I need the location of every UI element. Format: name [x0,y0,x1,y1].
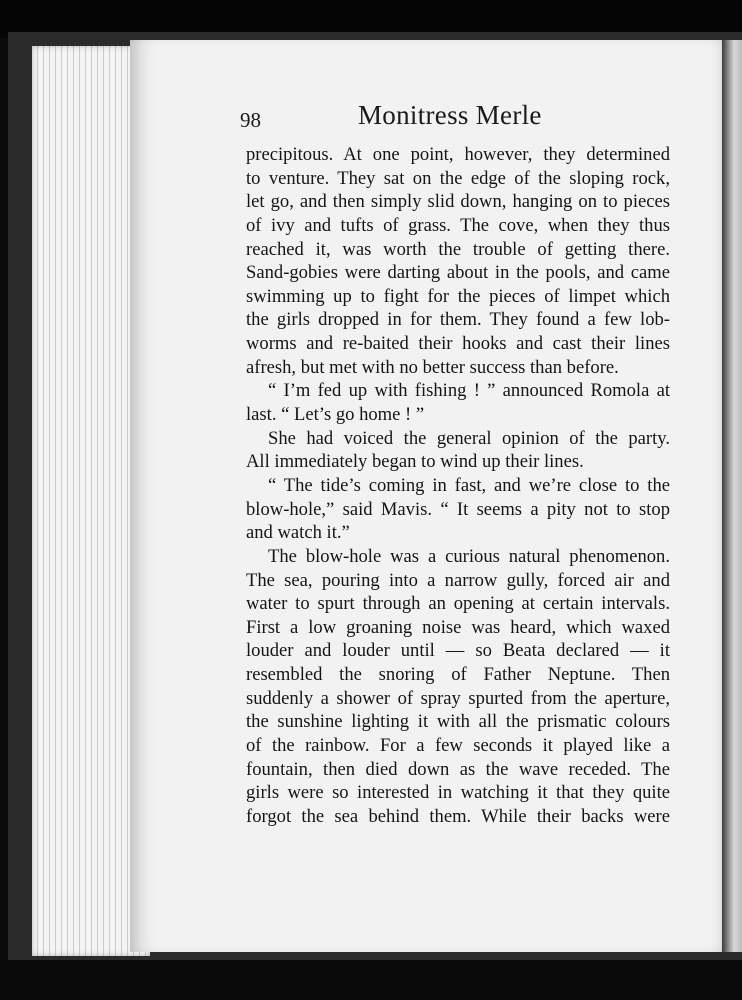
text-line: to venture. They sat on the edge of the sloping rock, [246,167,670,189]
text-line: precipitous. At one point, however, they determined [246,144,670,165]
text-line: The blow-hole was a curious natural phenomenon. [268,545,670,567]
text-line: of ivy and tufts of grass. The cove, when they thus [246,214,670,236]
text-line: of the rainbow. For a few seconds it played like a [246,735,670,757]
text-line: fountain, then died down as the wave receded. The [246,758,670,780]
text-line: and watch it.” [246,522,350,544]
text-line: forgot the sea behind them. While their backs were [246,805,670,827]
page-header [240,100,670,140]
text-line: reached it, was worth the trouble of getting there. [246,238,670,260]
text-line: The sea, pouring into a narrow gully, forced air and [246,569,670,591]
body-text [246,143,670,829]
text-line: afresh, but met with no better success than before. [246,356,619,378]
text-line: swimming up to fight for the pieces of limpet which [246,285,670,307]
next-page-edge [722,40,742,952]
running-title: Monitress Merle [358,100,542,130]
text-line: Sand-gobies were darting about in the pools, and came [246,262,670,284]
text-line: the girls dropped in for them. They found a few lob- [246,309,670,331]
text-line: resembled the snoring of Father Neptune. Then [246,664,670,686]
text-line: girls were so interested in watching it that they quite [246,782,670,804]
text-line: suddenly a shower of spray spurted from the aperture, [246,687,670,709]
page-number: 98 [240,108,261,132]
text-line: First a low groaning noise was heard, which waxed [246,616,670,638]
text-line: water to spurt through an opening at certain intervals. [246,593,670,615]
text-line: blow-hole,” said Mavis. “ It seems a pity not to stop [246,498,670,520]
text-line: “ I’m fed up with fishing ! ” announced Romola at [268,380,670,402]
text-line: let go, and then simply slid down, hanging on to pieces [246,191,670,213]
text-line: louder and louder until — so Beata declared — it [246,640,670,662]
text-line: the sunshine lighting it with all the prismatic colours [246,711,670,733]
text-line: She had voiced the general opinion of the party. [268,427,670,449]
text-line: All immediately began to wind up their lines. [246,451,584,473]
text-line: last. “ Let’s go home ! ” [246,404,425,426]
text-line: worms and re-baited their hooks and cast their lines [246,333,670,355]
background-bottom [0,960,742,1000]
text-line: “ The tide’s coming in fast, and we’re close to the [268,474,670,496]
